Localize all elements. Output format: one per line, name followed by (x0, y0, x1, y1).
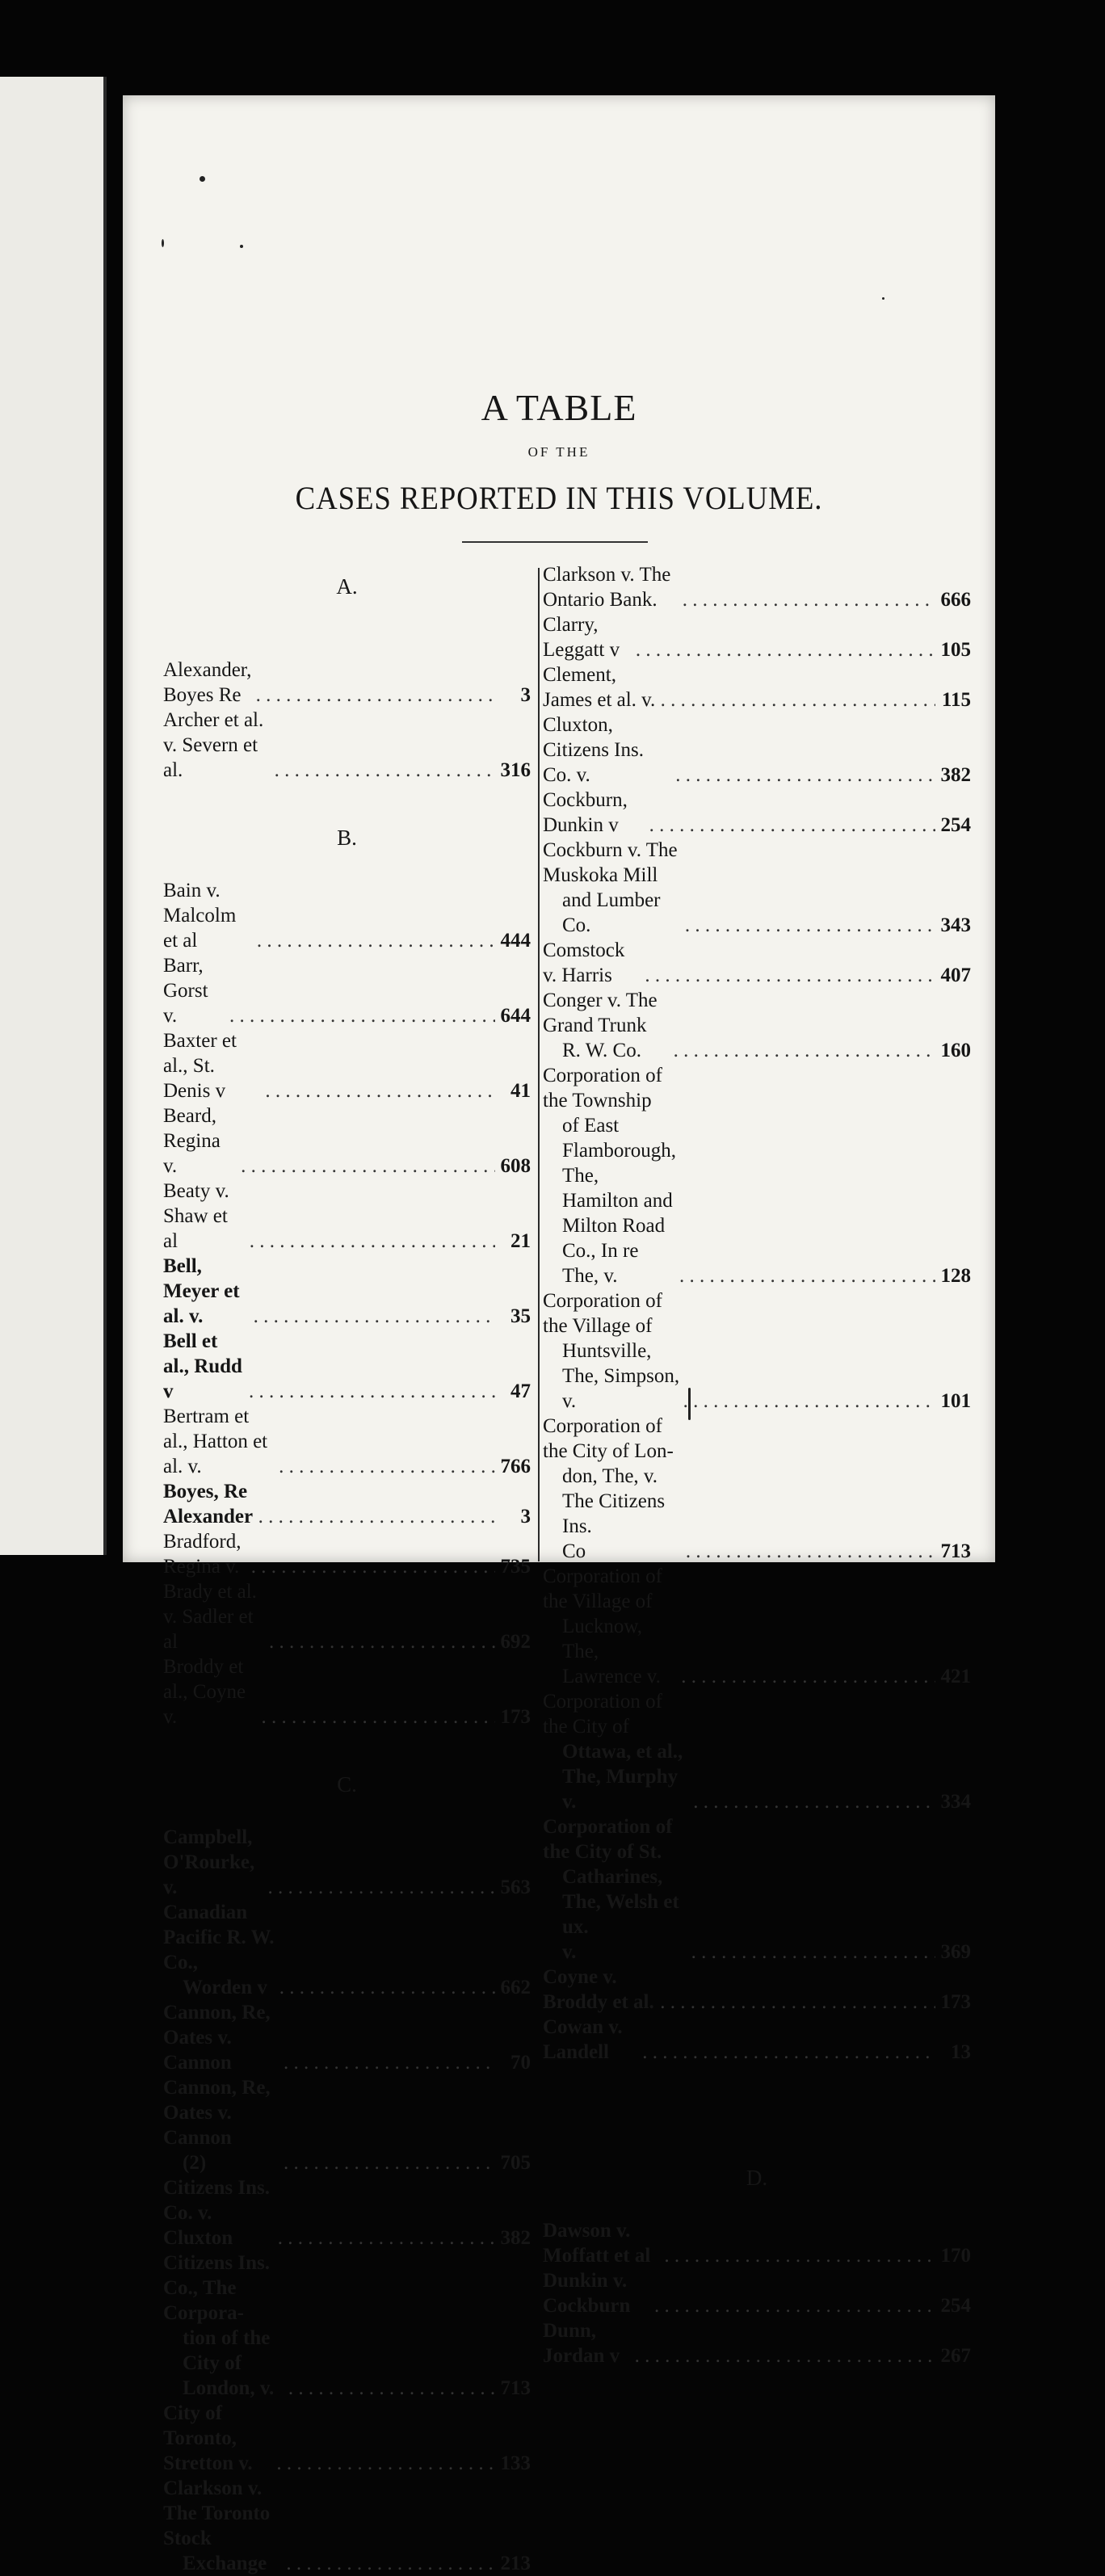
index-entry (543, 2015, 971, 2065)
entry-name-continued: of East Flamborough, The, (562, 1115, 676, 1187)
entry-page: 735 (500, 1556, 531, 1578)
leader-dots (661, 687, 935, 712)
leader-dots (286, 2551, 495, 2576)
leader-dots (642, 2040, 935, 2065)
entry-name: Bell, Meyer et al. v. (163, 1255, 240, 1327)
leader-dots (683, 587, 935, 612)
entry-name: Baxter et al., St. Denis v (163, 1030, 237, 1102)
leader-dots (288, 2376, 495, 2401)
entry-name: Cowan v. Landell (543, 2016, 623, 2063)
leader-dots (685, 913, 935, 938)
index-entry (163, 953, 531, 1028)
leader-dots (250, 1229, 495, 1254)
section-letter-a: A. (336, 574, 358, 599)
section-letter-b: B. (337, 826, 357, 850)
entry-name-continued: Catharines, The, Welsh et ux. (562, 1866, 679, 1938)
leader-dots (254, 1304, 495, 1329)
entry-page: 47 (510, 1380, 531, 1402)
leader-dots (267, 1875, 495, 1900)
index-entry (163, 2075, 531, 2175)
index-entry (543, 1689, 971, 1814)
entry-page: 254 (940, 2295, 971, 2317)
entry-page: 563 (500, 1876, 531, 1898)
entry-name: Cannon, Re, Oates v. Cannon (163, 2002, 271, 2074)
entry-page: 267 (940, 2345, 971, 2367)
entry-page: 21 (510, 1230, 531, 1252)
index-entry (163, 2175, 531, 2250)
entry-name: Dunkin v. Cockburn (543, 2270, 631, 2317)
leader-dots (649, 813, 935, 838)
index-entry (543, 1564, 971, 1689)
entry-page: 115 (941, 689, 971, 711)
leader-dots (258, 1504, 495, 1529)
entry-name: Corporation of the Village of (543, 1565, 662, 1612)
section-letter-d: D. (746, 2166, 768, 2190)
leader-dots (251, 1554, 495, 1579)
entry-name-continued: Worden v (183, 1977, 267, 1998)
left-column (163, 562, 531, 2576)
entry-page: 133 (500, 2452, 531, 2474)
entry-page: 316 (500, 759, 531, 781)
entry-page: 766 (500, 1456, 531, 1477)
index-entry (543, 1063, 971, 1288)
leader-dots (229, 1003, 495, 1028)
index-entry (163, 1179, 531, 1254)
leader-dots (279, 1975, 495, 2000)
entry-page: 101 (940, 1390, 971, 1412)
book-page (123, 95, 995, 2574)
index-entry (543, 2218, 971, 2268)
entry-name: City of Toronto, Stretton v. (163, 2402, 253, 2474)
entry-name: Cannon, Re, Oates v. Cannon (163, 2077, 271, 2149)
entry-page: 369 (940, 1941, 971, 1963)
index-entry (163, 878, 531, 953)
entry-page: 608 (500, 1155, 531, 1177)
entry-page: 160 (940, 1040, 971, 1061)
entry-name: Citizens Ins. Co. v. Cluxton (163, 2177, 270, 2249)
index-entry (163, 1028, 531, 1103)
entry-page: 334 (940, 1791, 971, 1813)
entry-page: 662 (500, 1977, 531, 1998)
index-entry (163, 2000, 531, 2075)
leader-dots (681, 1664, 935, 1689)
column-divider (538, 568, 540, 1561)
index-entry (543, 562, 971, 612)
entry-page: 343 (940, 914, 971, 936)
entry-name: Corporation of the Township (543, 1065, 662, 1112)
leader-dots (686, 1539, 935, 1564)
leader-dots (683, 1389, 935, 1414)
speck (200, 176, 205, 182)
index-entry (163, 658, 531, 708)
entry-name: Clarry, Leggatt v (543, 614, 620, 661)
entry-page: 713 (500, 2377, 531, 2399)
entry-page: 41 (510, 1080, 531, 1102)
leader-dots (269, 1629, 495, 1654)
index-entry (543, 2318, 971, 2368)
entry-name: Cockburn, Dunkin v (543, 789, 628, 836)
leader-dots (664, 2243, 935, 2268)
entry-name: Barr, Gorst v. (163, 955, 208, 1027)
entry-name-continued: Co (562, 1540, 586, 1562)
entry-name: Dunn, Jordan v (543, 2320, 620, 2367)
entry-page: 382 (940, 764, 971, 786)
entry-name-continued: and Lumber Co. (562, 889, 661, 936)
speck (162, 239, 164, 247)
entry-name: Canadian Pacific R. W. Co., (163, 1902, 275, 1973)
leader-dots (679, 1263, 935, 1288)
entry-page: 421 (940, 1666, 971, 1687)
entry-name: Citizens Ins. Co., The Corpora- (163, 2252, 270, 2324)
entry-name: Cockburn v. The Muskoka Mill (543, 839, 678, 886)
entry-name: Bell et al., Rudd v (163, 1330, 242, 1402)
entry-page: 173 (500, 1706, 531, 1728)
entry-page: 444 (500, 930, 531, 952)
leader-dots (276, 2451, 495, 2476)
index-entry (163, 1404, 531, 1479)
entry-name-continued: v. (562, 1941, 577, 1963)
heading-main: CASES REPORTED IN THIS VOLUME. (295, 480, 823, 516)
leader-dots (278, 2225, 495, 2250)
index-entry (163, 1103, 531, 1179)
index-entry (543, 2268, 971, 2318)
entry-name: Clement, James et al. v. (543, 664, 656, 711)
index-entry (163, 1579, 531, 1654)
index-entry (163, 1529, 531, 1579)
entry-page: 382 (500, 2227, 531, 2249)
entry-name-continued: Hamilton and Milton Road (562, 1190, 673, 1237)
entry-name: Broddy et al., Coyne v. (163, 1656, 246, 1728)
leader-dots (660, 1990, 935, 2015)
entry-name: Archer et al. v. Severn et al. (163, 709, 264, 781)
index-entry (163, 1479, 531, 1529)
entry-page: 13 (951, 2041, 971, 2063)
entry-name-continued: don, The, v. The Citizens Ins. (562, 1465, 666, 1537)
entry-page: 3 (520, 1506, 531, 1528)
entry-name: Campbell, O'Rourke, v. (163, 1826, 255, 1898)
entry-name-continued: Lucknow, The, Lawrence v. (562, 1616, 661, 1687)
entry-name: Boyes, Re Alexander (163, 1481, 254, 1528)
index-entry (543, 662, 971, 712)
index-entry (163, 1825, 531, 1900)
entry-name-continued: Co., In re The, v. (562, 1240, 639, 1287)
entry-page: 173 (940, 1991, 971, 2013)
index-entry (163, 2250, 531, 2401)
entry-name: Comstock v. Harris (543, 939, 625, 986)
index-entry (163, 2476, 531, 2576)
leader-dots (674, 1038, 935, 1063)
entry-name: Cluxton, Citizens Ins. Co. v. (543, 714, 644, 786)
entry-page: 254 (940, 814, 971, 836)
entry-name-continued: R. W. Co. (562, 1040, 641, 1061)
entry-page: 666 (940, 589, 971, 611)
entry-name: Dawson v. Moffatt et al (543, 2220, 651, 2267)
index-entry (543, 938, 971, 988)
index-entry (163, 1900, 531, 2000)
leader-dots (635, 2343, 935, 2368)
entry-name: Corporation of the City of (543, 1691, 662, 1738)
leader-dots (645, 963, 935, 988)
entry-name: Beaty v. Shaw et al (163, 1180, 229, 1252)
heading-subtitle: OF THE (527, 444, 590, 460)
entry-name: Bradford, Regina v. (163, 1531, 242, 1578)
index-entry (543, 612, 971, 662)
leader-dots (654, 2293, 935, 2318)
heading-rule (462, 541, 648, 543)
entry-page: 213 (500, 2553, 531, 2574)
leader-dots (284, 2150, 495, 2175)
speck (882, 297, 884, 300)
leader-dots (262, 1704, 495, 1729)
entry-name: Clarkson v. The Toronto Stock (163, 2477, 271, 2549)
heading-title: A TABLE (481, 387, 637, 428)
previous-page-edge (0, 77, 107, 1555)
entry-page: 35 (510, 1305, 531, 1327)
leader-dots (636, 637, 935, 662)
entry-name: Bain v. Malcolm et al (163, 880, 237, 952)
entry-page: 705 (500, 2152, 531, 2174)
leader-dots (241, 1154, 495, 1179)
entry-name: Alexander, Boyes Re (163, 659, 252, 706)
entry-name: Conger v. The Grand Trunk (543, 990, 658, 1036)
entry-page: 105 (940, 639, 971, 661)
index-entry (163, 1654, 531, 1729)
entry-name: Clarkson v. The Ontario Bank. (543, 564, 671, 611)
entry-name-continued: tion of the City of London, v. (183, 2327, 275, 2399)
index-entry (543, 1814, 971, 1965)
entry-page: 713 (940, 1540, 971, 1562)
entry-name: Corporation of the Village of (543, 1290, 662, 1337)
entry-page: 407 (940, 964, 971, 986)
index-entry (163, 1254, 531, 1329)
entry-page: 3 (520, 684, 531, 706)
entry-name: Coyne v. Broddy et al. (543, 1966, 654, 2013)
entry-name: Corporation of the City of Lon- (543, 1415, 674, 1462)
leader-dots (284, 2050, 495, 2075)
section-letter-c: C. (337, 1772, 357, 1796)
speck (240, 245, 243, 248)
leader-dots (275, 758, 495, 783)
leader-dots (693, 1789, 935, 1814)
entry-name: Beard, Regina v. (163, 1105, 221, 1177)
entry-page: 70 (510, 2052, 531, 2074)
index-entry (163, 708, 531, 783)
entry-name-continued: Exchange (183, 2553, 267, 2574)
leader-dots (257, 928, 495, 953)
index-entry (163, 2401, 531, 2476)
entry-page: 692 (500, 1631, 531, 1653)
entry-page: 128 (940, 1265, 971, 1287)
leader-dots (279, 1454, 495, 1479)
entry-name-continued: (2) (183, 2152, 207, 2174)
entry-name: Corporation of the City of St. (543, 1816, 673, 1863)
leader-dots (249, 1379, 495, 1404)
index-entry (543, 1288, 971, 1414)
index-entry (543, 788, 971, 838)
index-entry (543, 1414, 971, 1564)
entry-name-continued: Ottawa, et al., The, Murphy v. (562, 1741, 683, 1813)
index-entry (543, 1965, 971, 2015)
leader-dots (675, 763, 935, 788)
index-entry (543, 988, 971, 1063)
leader-dots (256, 683, 495, 708)
entry-name: Bertram et al., Hatton et al. v. (163, 1406, 268, 1477)
entry-name: Brady et al. v. Sadler et al (163, 1581, 257, 1653)
leader-dots (265, 1078, 495, 1103)
leader-dots (691, 1939, 935, 1965)
entry-page: 170 (940, 2245, 971, 2267)
index-entry (543, 712, 971, 788)
entry-name-continued: Huntsville, The, Simpson, v. (562, 1340, 680, 1412)
right-column (543, 562, 971, 2368)
index-entry (163, 1329, 531, 1404)
index-entry (543, 838, 971, 938)
entry-page: 644 (500, 1005, 531, 1027)
